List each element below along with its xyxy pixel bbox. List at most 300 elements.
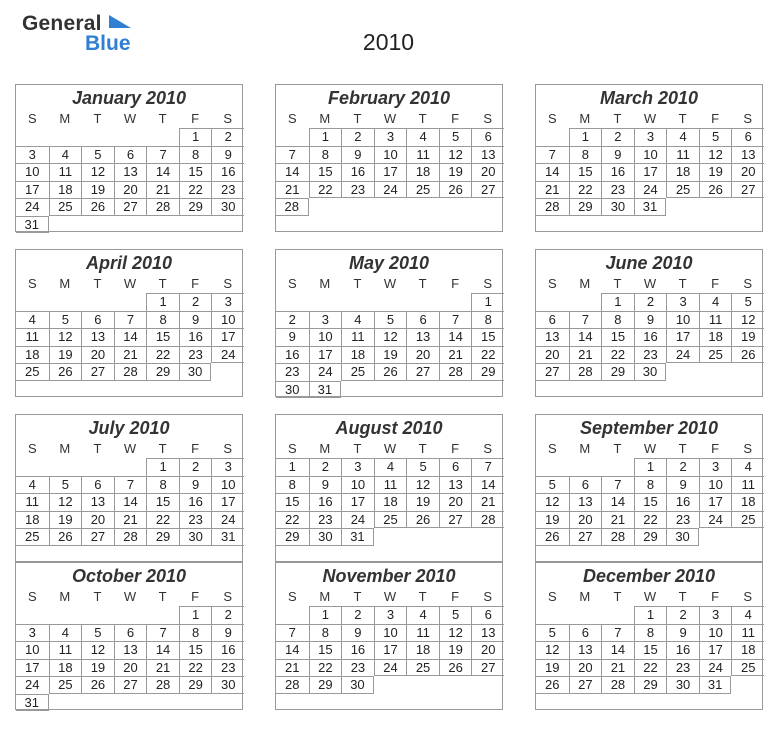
day-cell: 15 (601, 328, 634, 346)
day-cell: 3 (211, 458, 244, 476)
day-cell: 17 (634, 163, 667, 181)
day-cell: 26 (374, 363, 407, 381)
day-cell: 11 (666, 146, 699, 164)
day-cell: 23 (309, 511, 342, 529)
day-cell: 8 (601, 311, 634, 329)
day-cell: 5 (406, 458, 439, 476)
day-cell: 21 (114, 511, 147, 529)
day-cell: 16 (276, 346, 309, 364)
weekday-header: M (319, 276, 331, 291)
day-cell: 13 (471, 624, 504, 642)
month-title: November 2010 (322, 566, 456, 586)
day-cell: 22 (569, 181, 602, 199)
weekday-header: M (59, 276, 71, 291)
day-cell: 9 (601, 146, 634, 164)
day-cell: 15 (179, 163, 212, 181)
day-cell: 12 (49, 328, 82, 346)
day-cell: 11 (49, 641, 82, 659)
day-cell: 5 (49, 311, 82, 329)
day-cell: 21 (146, 659, 179, 677)
weekday-header: S (483, 441, 493, 456)
month-title: August 2010 (335, 418, 443, 438)
day-cell: 29 (179, 676, 212, 694)
weekday-header: S (483, 111, 493, 126)
day-cell: 8 (146, 476, 179, 494)
day-cell: 1 (146, 293, 179, 311)
weekday-header: T (158, 589, 167, 604)
day-cell: 21 (471, 493, 504, 511)
weekday-header: F (191, 589, 200, 604)
weekday-header: T (353, 589, 362, 604)
day-cell: 24 (374, 181, 407, 199)
month-calendar (275, 562, 503, 710)
day-cell: 27 (406, 363, 439, 381)
day-cell: 6 (81, 476, 114, 494)
day-cell: 16 (341, 641, 374, 659)
day-cell: 5 (81, 146, 114, 164)
day-cell: 28 (146, 198, 179, 216)
day-cell: 9 (634, 311, 667, 329)
day-cell: 26 (731, 346, 764, 364)
day-cell: 23 (211, 659, 244, 677)
day-cell: 24 (666, 346, 699, 364)
day-cell: 21 (569, 346, 602, 364)
day-cell: 3 (699, 606, 732, 624)
day-cell: 2 (666, 458, 699, 476)
day-cell: 22 (179, 181, 212, 199)
day-cell: 31 (211, 528, 244, 546)
day-cell: 14 (439, 328, 472, 346)
weekday-header: S (287, 589, 297, 604)
weekday-header: T (158, 441, 167, 456)
day-cell: 27 (81, 363, 114, 381)
day-cell: 11 (341, 328, 374, 346)
day-cell: 23 (634, 346, 667, 364)
weekday-header: F (711, 441, 720, 456)
day-cell: 12 (81, 641, 114, 659)
day-cell: 30 (211, 198, 244, 216)
day-cell: 25 (16, 363, 49, 381)
day-cell: 18 (731, 641, 764, 659)
day-cell: 12 (536, 493, 569, 511)
month-calendar (535, 84, 763, 232)
day-cell: 1 (634, 606, 667, 624)
month-calendar (15, 562, 243, 710)
day-cell: 27 (81, 528, 114, 546)
day-cell: 17 (666, 328, 699, 346)
day-cell: 29 (471, 363, 504, 381)
day-cell: 10 (374, 146, 407, 164)
day-cell: 10 (211, 311, 244, 329)
weekday-header: S (223, 276, 233, 291)
day-cell: 13 (569, 493, 602, 511)
day-cell: 28 (114, 528, 147, 546)
day-cell: 31 (16, 694, 49, 712)
day-cell: 22 (634, 659, 667, 677)
day-cell: 10 (699, 476, 732, 494)
day-cell: 15 (569, 163, 602, 181)
day-cell: 7 (601, 476, 634, 494)
day-cell: 18 (16, 346, 49, 364)
day-cell: 10 (309, 328, 342, 346)
day-cell: 1 (179, 128, 212, 146)
day-cell: 26 (699, 181, 732, 199)
day-cell: 16 (341, 163, 374, 181)
day-cell: 29 (179, 198, 212, 216)
day-cell: 12 (374, 328, 407, 346)
day-cell: 5 (49, 476, 82, 494)
weekday-header: F (191, 276, 200, 291)
day-cell: 20 (81, 511, 114, 529)
day-cell: 28 (471, 511, 504, 529)
month-title: December 2010 (582, 566, 716, 586)
weekday-header: T (93, 276, 102, 291)
day-cell: 4 (16, 476, 49, 494)
weekday-header: T (418, 441, 427, 456)
month-title: February 2010 (327, 88, 451, 108)
weekday-header: W (383, 276, 397, 291)
weekday-header: T (678, 589, 687, 604)
day-cell: 3 (666, 293, 699, 311)
day-cell: 30 (276, 381, 309, 399)
weekday-header: W (643, 589, 657, 604)
day-cell: 2 (276, 311, 309, 329)
day-cell: 13 (406, 328, 439, 346)
day-cell: 21 (114, 346, 147, 364)
weekday-header: S (483, 589, 493, 604)
day-cell: 29 (309, 676, 342, 694)
weekday-header: S (27, 111, 37, 126)
weekday-header: S (743, 589, 753, 604)
day-cell: 22 (309, 181, 342, 199)
day-cell: 10 (634, 146, 667, 164)
logo-flag-icon (109, 15, 131, 28)
day-cell: 8 (179, 624, 212, 642)
day-cell: 10 (374, 624, 407, 642)
day-cell: 2 (601, 128, 634, 146)
day-cell: 1 (569, 128, 602, 146)
weekday-header: T (678, 111, 687, 126)
day-cell: 4 (699, 293, 732, 311)
day-cell: 14 (276, 641, 309, 659)
day-cell: 4 (49, 146, 82, 164)
day-cell: 22 (179, 659, 212, 677)
day-cell: 16 (211, 641, 244, 659)
month-title: January 2010 (71, 88, 187, 108)
day-cell: 16 (179, 328, 212, 346)
day-cell: 7 (146, 624, 179, 642)
weekday-header: T (613, 441, 622, 456)
day-cell: 15 (146, 328, 179, 346)
weekday-header: W (643, 111, 657, 126)
weekday-header: F (191, 441, 200, 456)
weekday-header: T (678, 441, 687, 456)
weekday-header: W (383, 111, 397, 126)
day-cell: 9 (309, 476, 342, 494)
day-cell: 20 (81, 346, 114, 364)
day-cell: 27 (569, 528, 602, 546)
day-cell: 13 (536, 328, 569, 346)
day-cell: 25 (49, 676, 82, 694)
weekday-header: W (383, 589, 397, 604)
day-cell: 13 (731, 146, 764, 164)
day-cell: 3 (699, 458, 732, 476)
day-cell: 26 (49, 528, 82, 546)
day-cell: 4 (666, 128, 699, 146)
day-cell: 20 (471, 641, 504, 659)
day-cell: 1 (309, 606, 342, 624)
weekday-header: T (353, 441, 362, 456)
day-cell: 7 (569, 311, 602, 329)
day-cell: 14 (114, 493, 147, 511)
month-calendar (15, 414, 243, 562)
weekday-header: M (319, 441, 331, 456)
day-cell: 6 (114, 624, 147, 642)
weekday-header: S (483, 276, 493, 291)
logo-text-blue: Blue (85, 32, 131, 55)
day-cell: 20 (731, 163, 764, 181)
weekday-header: F (451, 441, 460, 456)
weekday-header: W (123, 111, 137, 126)
day-cell: 11 (731, 476, 764, 494)
day-cell: 4 (16, 311, 49, 329)
day-cell: 9 (276, 328, 309, 346)
weekday-header: T (613, 276, 622, 291)
day-cell: 18 (406, 641, 439, 659)
day-cell: 20 (114, 659, 147, 677)
day-cell: 20 (406, 346, 439, 364)
day-cell: 31 (16, 216, 49, 234)
weekday-header: T (613, 111, 622, 126)
day-cell: 14 (146, 641, 179, 659)
month-calendar (275, 414, 503, 562)
day-cell: 29 (601, 363, 634, 381)
day-cell: 7 (536, 146, 569, 164)
day-cell: 12 (731, 311, 764, 329)
day-cell: 15 (634, 641, 667, 659)
day-cell: 12 (406, 476, 439, 494)
day-cell: 14 (601, 641, 634, 659)
day-cell: 26 (81, 198, 114, 216)
month-title: March 2010 (599, 88, 699, 108)
day-cell: 8 (276, 476, 309, 494)
day-cell: 8 (471, 311, 504, 329)
day-cell: 27 (471, 181, 504, 199)
day-cell: 6 (471, 128, 504, 146)
day-cell: 5 (731, 293, 764, 311)
day-cell: 11 (731, 624, 764, 642)
day-cell: 1 (471, 293, 504, 311)
day-cell: 8 (634, 476, 667, 494)
day-cell: 19 (439, 163, 472, 181)
day-cell: 31 (341, 528, 374, 546)
day-cell: 29 (276, 528, 309, 546)
day-cell: 6 (471, 606, 504, 624)
day-cell: 28 (146, 676, 179, 694)
day-cell: 7 (114, 476, 147, 494)
day-cell: 29 (146, 363, 179, 381)
day-cell: 27 (471, 659, 504, 677)
weekday-header: M (579, 276, 591, 291)
day-cell: 9 (341, 146, 374, 164)
month-calendar (15, 249, 243, 397)
day-cell: 23 (601, 181, 634, 199)
day-cell: 16 (601, 163, 634, 181)
day-cell: 22 (601, 346, 634, 364)
day-cell: 3 (374, 128, 407, 146)
day-cell: 27 (731, 181, 764, 199)
day-cell: 20 (439, 493, 472, 511)
day-cell: 31 (309, 381, 342, 399)
day-cell: 23 (211, 181, 244, 199)
month-calendar (15, 84, 243, 232)
weekday-header: S (547, 589, 557, 604)
day-cell: 14 (569, 328, 602, 346)
day-cell: 19 (49, 346, 82, 364)
day-cell: 28 (569, 363, 602, 381)
day-cell: 25 (406, 659, 439, 677)
day-cell: 28 (114, 363, 147, 381)
weekday-header: W (123, 441, 137, 456)
day-cell: 13 (471, 146, 504, 164)
day-cell: 15 (634, 493, 667, 511)
day-cell: 12 (699, 146, 732, 164)
day-cell: 11 (16, 328, 49, 346)
day-cell: 11 (374, 476, 407, 494)
weekday-header: F (451, 589, 460, 604)
day-cell: 18 (16, 511, 49, 529)
day-cell: 11 (406, 146, 439, 164)
day-cell: 29 (569, 198, 602, 216)
day-cell: 2 (341, 128, 374, 146)
day-cell: 2 (179, 293, 212, 311)
day-cell: 4 (731, 458, 764, 476)
weekday-header: T (93, 111, 102, 126)
day-cell: 8 (309, 146, 342, 164)
weekday-header: W (123, 589, 137, 604)
day-cell: 7 (601, 624, 634, 642)
day-cell: 30 (179, 363, 212, 381)
day-cell: 6 (569, 476, 602, 494)
weekday-header: M (59, 111, 71, 126)
day-cell: 19 (406, 493, 439, 511)
day-cell: 2 (309, 458, 342, 476)
day-cell: 24 (16, 198, 49, 216)
month-title: May 2010 (348, 253, 430, 273)
day-cell: 27 (569, 676, 602, 694)
day-cell: 1 (146, 458, 179, 476)
weekday-header: F (191, 111, 200, 126)
day-cell: 4 (374, 458, 407, 476)
month-title: June 2010 (605, 253, 693, 273)
day-cell: 27 (439, 511, 472, 529)
month-calendar (275, 84, 503, 232)
day-cell: 30 (666, 528, 699, 546)
day-cell: 21 (536, 181, 569, 199)
day-cell: 3 (341, 458, 374, 476)
day-cell: 20 (114, 181, 147, 199)
weekday-header: T (678, 276, 687, 291)
month-title: July 2010 (88, 418, 170, 438)
day-cell: 17 (211, 328, 244, 346)
day-cell: 8 (569, 146, 602, 164)
day-cell: 9 (341, 624, 374, 642)
day-cell: 16 (666, 493, 699, 511)
day-cell: 6 (536, 311, 569, 329)
day-cell: 30 (211, 676, 244, 694)
day-cell: 19 (536, 511, 569, 529)
month-title: April 2010 (85, 253, 173, 273)
weekday-header: T (613, 589, 622, 604)
day-cell: 3 (16, 146, 49, 164)
month-title: October 2010 (71, 566, 187, 586)
day-cell: 20 (569, 659, 602, 677)
weekday-header: S (547, 441, 557, 456)
day-cell: 12 (49, 493, 82, 511)
day-cell: 29 (634, 676, 667, 694)
day-cell: 25 (341, 363, 374, 381)
day-cell: 15 (146, 493, 179, 511)
day-cell: 28 (536, 198, 569, 216)
day-cell: 17 (341, 493, 374, 511)
weekday-header: S (547, 111, 557, 126)
day-cell: 24 (211, 511, 244, 529)
day-cell: 4 (731, 606, 764, 624)
day-cell: 24 (374, 659, 407, 677)
day-cell: 4 (341, 311, 374, 329)
day-cell: 4 (49, 624, 82, 642)
day-cell: 15 (309, 163, 342, 181)
month-calendar (275, 249, 503, 397)
day-cell: 7 (146, 146, 179, 164)
day-cell: 16 (666, 641, 699, 659)
day-cell: 7 (471, 458, 504, 476)
day-cell: 14 (471, 476, 504, 494)
day-cell: 3 (16, 624, 49, 642)
day-cell: 18 (49, 659, 82, 677)
day-cell: 2 (341, 606, 374, 624)
day-cell: 29 (146, 528, 179, 546)
weekday-header: M (319, 589, 331, 604)
day-cell: 5 (439, 128, 472, 146)
weekday-header: S (27, 589, 37, 604)
day-cell: 9 (666, 476, 699, 494)
day-cell: 1 (179, 606, 212, 624)
day-cell: 12 (439, 624, 472, 642)
day-cell: 3 (309, 311, 342, 329)
day-cell: 16 (634, 328, 667, 346)
day-cell: 11 (406, 624, 439, 642)
day-cell: 24 (699, 511, 732, 529)
weekday-header: F (711, 589, 720, 604)
weekday-header: S (287, 276, 297, 291)
day-cell: 8 (146, 311, 179, 329)
day-cell: 30 (179, 528, 212, 546)
day-cell: 8 (634, 624, 667, 642)
day-cell: 19 (49, 511, 82, 529)
day-cell: 17 (699, 641, 732, 659)
day-cell: 16 (179, 493, 212, 511)
day-cell: 18 (374, 493, 407, 511)
weekday-header: M (579, 441, 591, 456)
day-cell: 24 (309, 363, 342, 381)
day-cell: 7 (114, 311, 147, 329)
day-cell: 3 (374, 606, 407, 624)
day-cell: 17 (374, 163, 407, 181)
day-cell: 23 (179, 511, 212, 529)
day-cell: 30 (341, 676, 374, 694)
day-cell: 17 (16, 181, 49, 199)
